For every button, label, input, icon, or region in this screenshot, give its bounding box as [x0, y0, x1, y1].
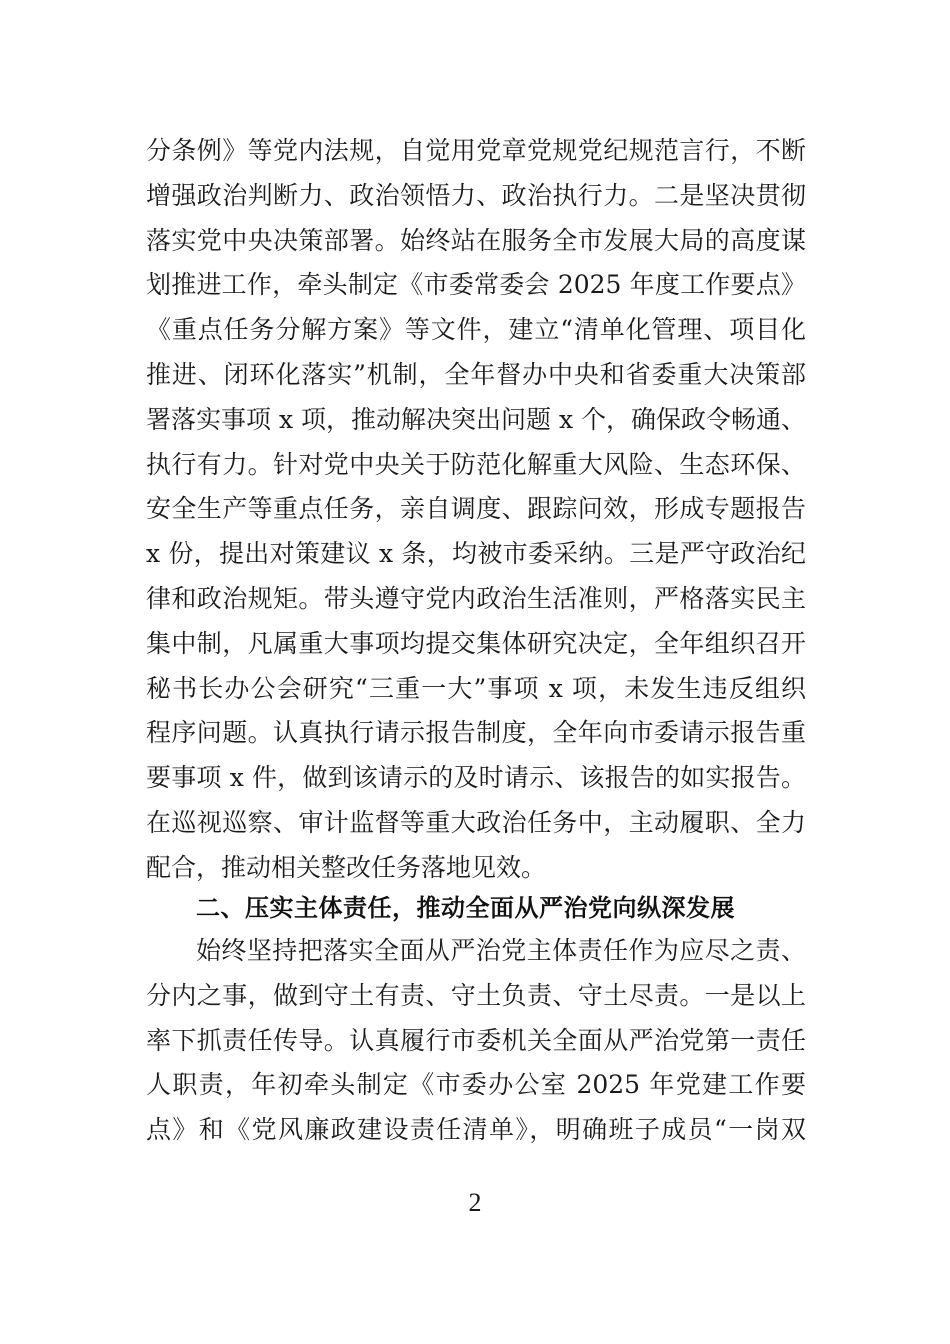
paragraph-line: 点》和《党风廉政建设责任清单》，明确班子成员“一岗双	[146, 1115, 806, 1144]
paragraph-line: 《重点任务分解方案》等文件，建立“清单化管理、项目化	[146, 315, 806, 344]
paragraph-line: x 份，提出对策建议 x 条，均被市委采纳。三是严守政治纪	[146, 539, 806, 568]
paragraph-line: 程序问题。认真执行请示报告制度，全年向市委请示报告重	[146, 718, 806, 747]
paragraph-line: 律和政治规矩。带头遵守党内政治生活准则，严格落实民主	[146, 584, 806, 613]
page-number: 2	[468, 1188, 482, 1217]
paragraph-line: 集中制，凡属重大事项均提交集体研究决定，全年组织召开	[146, 629, 806, 658]
paragraph-line: 安全生产等重点任务，亲自调度、跟踪问效，形成专题报告	[146, 494, 806, 523]
paragraph-line: 划推进工作，牵头制定《市委常委会 2025 年度工作要点》	[146, 270, 806, 299]
section-heading: 二、压实主体责任，推动全面从严治党向纵深发展	[196, 894, 735, 922]
paragraph-line: 始终坚持把落实全面从严治党主体责任作为应尽之责、	[196, 936, 806, 965]
paragraph-line: 配合，推动相关整改任务落地见效。	[146, 853, 547, 882]
paragraph-line: 增强政治判断力、政治领悟力、政治执行力。二是坚决贯彻	[146, 181, 806, 210]
paragraph-line: 率下抓责任传导。认真履行市委机关全面从严治党第一责任	[146, 1026, 806, 1055]
paragraph-line: 秘书长办公会研究“三重一大”事项 x 项，未发生违反组织	[146, 674, 806, 703]
paragraph-line: 执行有力。针对党中央关于防范化解重大风险、生态环保、	[146, 450, 806, 479]
paragraph-line: 分内之事，做到守土有责、守土负责、守土尽责。一是以上	[146, 981, 806, 1010]
paragraph-line: 人职责，年初牵头制定《市委办公室 2025 年党建工作要	[146, 1070, 806, 1099]
paragraph-line: 推进、闭环化落实”机制，全年督办中央和省委重大决策部	[146, 360, 806, 389]
paragraph-line: 落实党中央决策部署。始终站在服务全市发展大局的高度谋	[146, 226, 806, 255]
paragraph-line: 署落实事项 x 项，推动解决突出问题 x 个，确保政令畅通、	[146, 405, 806, 434]
paragraph-line: 在巡视巡察、审计监督等重大政治任务中，主动履职、全力	[146, 808, 806, 837]
paragraph-line: 分条例》等党内法规，自觉用党章党规党纪规范言行，不断	[146, 136, 806, 165]
paragraph-line: 要事项 x 件，做到该请示的及时请示、该报告的如实报告。	[146, 763, 806, 792]
